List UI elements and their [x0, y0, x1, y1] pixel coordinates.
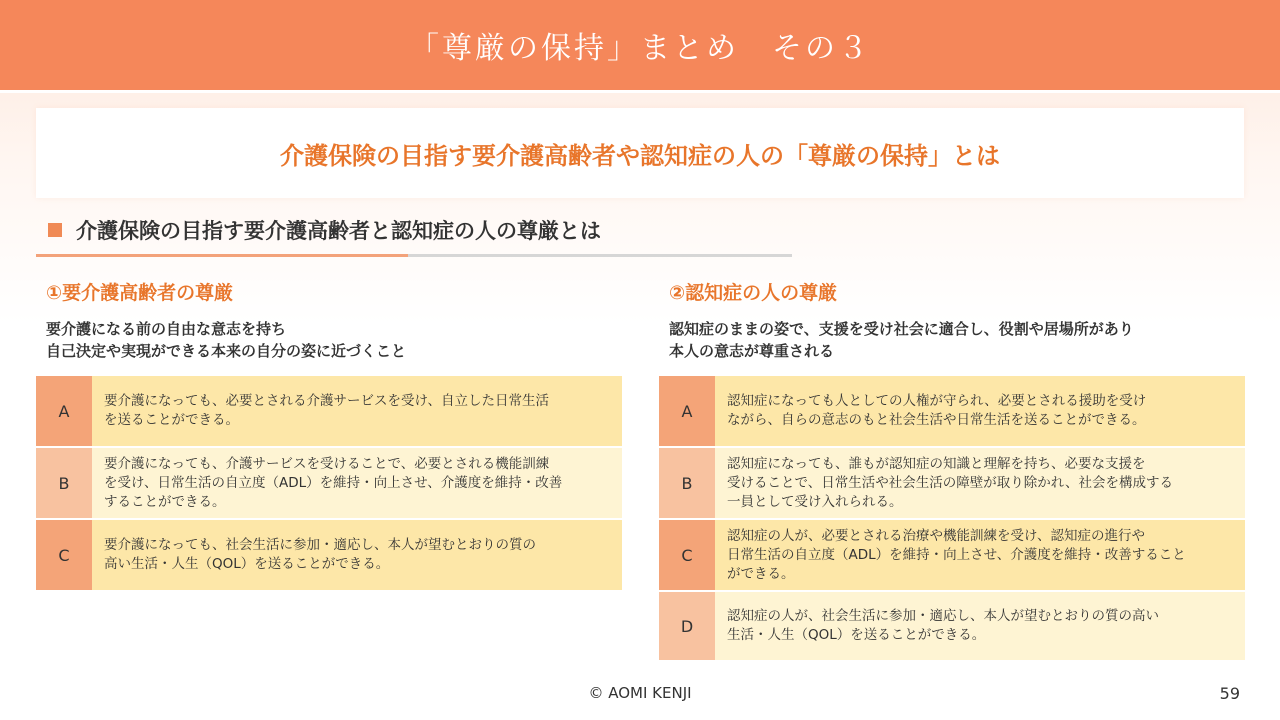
row-text-line: 生活・人生（QOL）を送ることができる。: [727, 627, 986, 643]
table-row: [36, 448, 622, 520]
row-text: [92, 520, 622, 590]
row-text-line: 認知症の人が、必要とされる治療や機能訓練を受け、認知症の進行や: [727, 527, 1145, 544]
table-row: [659, 448, 1245, 520]
row-text-line: 認知症になっても、誰もが認知症の知識と理解を持ち、必要な支援を: [727, 455, 1146, 472]
row-label: C: [659, 520, 715, 590]
desc-line: 自己決定や実現ができる本来の自分の姿に近づくこと: [46, 342, 407, 360]
table-row: [659, 592, 1245, 662]
right-column-heading: ②認知症の人の尊厳: [669, 282, 838, 304]
row-text: [92, 448, 622, 518]
row-text-line: 要介護になっても、社会生活に参加・適応し、本人が望むとおりの質の: [104, 537, 536, 553]
right-table: [659, 376, 1245, 662]
row-label: B: [36, 448, 92, 518]
header-divider: [0, 90, 1280, 93]
topic-banner-text: 介護保険の目指す要介護高齢者や認知症の人の「尊厳の保持」とは: [280, 141, 1000, 170]
left-table: [36, 376, 622, 592]
left-column-description: [36, 318, 622, 362]
row-text-line: ながら、自らの意志のもと社会生活や日常生活を送ることができる。: [727, 412, 1146, 428]
slide-title: 「尊厳の保持」まとめ その３: [409, 31, 871, 66]
table-row: [36, 376, 622, 448]
left-column-heading: ①要介護高齢者の尊厳: [46, 282, 234, 304]
row-text-line: を送ることができる。: [104, 412, 239, 428]
row-text: [715, 448, 1245, 518]
row-label: A: [36, 376, 92, 446]
row-text-line: 認知症の人が、社会生活に参加・適応し、本人が望むとおりの質の高い: [727, 608, 1159, 624]
slide-header: [0, 0, 1280, 90]
row-text: [715, 376, 1245, 446]
desc-line: 認知症のままの姿で、支援を受け社会に適合し、役割や居場所があり: [669, 320, 1134, 338]
row-text: [715, 520, 1245, 590]
section-heading: [48, 215, 601, 245]
row-text-line: 要介護になっても、必要とされる介護サービスを受け、自立した日常生活: [104, 393, 549, 409]
square-bullet-icon: [48, 223, 62, 237]
right-column: [659, 278, 1245, 662]
row-text-line: 日常生活の自立度（ADL）を維持・向上させ、介護度を維持・改善すること: [727, 546, 1186, 563]
table-row: [36, 520, 622, 592]
section-underline-rest: [408, 254, 792, 257]
row-text-line: を受け、日常生活の自立度（ADL）を維持・向上させ、介護度を維持・改善: [104, 474, 563, 491]
row-label: C: [36, 520, 92, 590]
row-text-line: 認知症になっても人としての人権が守られ、必要とされる援助を受け: [727, 393, 1147, 409]
row-text-line: 高い生活・人生（QOL）を送ることができる。: [104, 556, 390, 572]
row-text-line: 受けることで、日常生活や社会生活の障壁が取り除かれ、社会を構成する: [727, 474, 1174, 491]
row-label: A: [659, 376, 715, 446]
right-column-description: [659, 318, 1245, 362]
row-text-line: ができる。: [727, 565, 795, 582]
left-column: [36, 278, 622, 592]
row-label: B: [659, 448, 715, 518]
row-text-line: 要介護になっても、介護サービスを受けることで、必要とされる機能訓練: [104, 455, 550, 472]
table-row: [659, 376, 1245, 448]
topic-banner: [36, 108, 1244, 198]
table-row: [659, 520, 1245, 592]
row-text: [92, 376, 622, 446]
copyright: © AOMI KENJI: [588, 684, 692, 702]
section-title: 介護保険の目指す要介護高齢者と認知症の人の尊厳とは: [76, 219, 601, 243]
row-label: D: [659, 592, 715, 660]
row-text-line: することができる。: [104, 493, 226, 510]
row-text-line: 一員として受け入れられる。: [727, 493, 903, 510]
desc-line: 本人の意志が尊重される: [669, 342, 835, 360]
section-underline-accent: [36, 254, 408, 257]
page-number: 59: [1219, 684, 1240, 703]
desc-line: 要介護になる前の自由な意志を持ち: [46, 320, 287, 338]
row-text: [715, 592, 1245, 660]
